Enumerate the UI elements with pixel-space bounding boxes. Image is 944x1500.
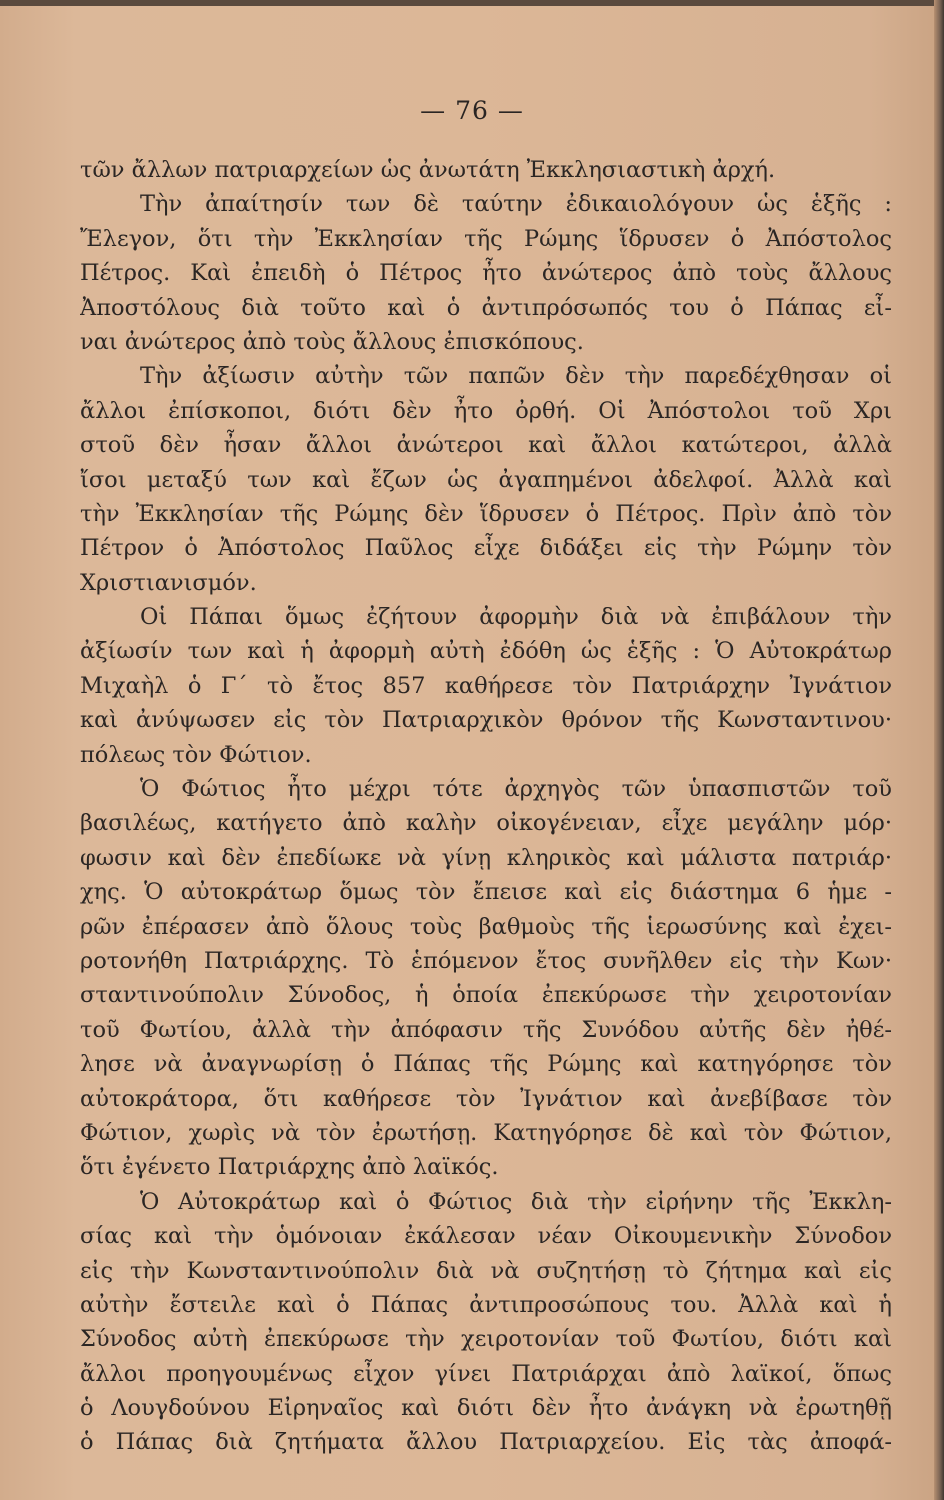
page-binding-shadow [934,0,944,1500]
text-line: ρῶν ἐπέρασεν ἀπὸ ὅλους τοὺς βαθμοὺς τῆς ἱερωσύνης καὶ ἐχει- [80,913,892,940]
text-line: Ὁ Φώτιος ἦτο μέχρι τότε ἀρχηγὸς τῶν ὑπασπιστῶν τοῦ [140,776,892,803]
text-line: καὶ ἀνύψωσεν εἰς τὸν Πατριαρχικὸν θρόνον τῆς Κωνσταντινου· [80,707,892,734]
text-line: λησε νὰ ἀναγνωρίσῃ ὁ Πάπας τῆς Ρώμης καὶ κατηγόρησε τὸν [80,1051,892,1078]
text-line: Ἔλεγον, ὅτι τὴν Ἐκκλησίαν τῆς Ρώμης ἵδρυσεν ὁ Ἀπόστολος [80,225,892,252]
text-line: βασιλέως, κατήγετο ἀπὸ καλὴν οἰκογένειαν, εἶχε μεγάλην μόρ· [80,810,892,837]
text-line: αὐτὴν ἔστειλε καὶ ὁ Πάπας ἀντιπροσώπους του. Ἀλλὰ καὶ ἡ [80,1291,892,1318]
page-top-edge [0,0,944,6]
text-line: Τὴν ἀξίωσιν αὐτὴν τῶν παπῶν δὲν τὴν παρεδέχθησαν οἱ [140,363,892,390]
text-line: ροτονήθη Πατριάρχης. Τὸ ἑπόμενον ἔτος συνῆλθεν εἰς τὴν Κων· [80,947,892,974]
text-line: ἄλλοι προηγουμένως εἶχον γίνει Πατριάρχαι ἀπὸ λαϊκοί, ὅπως [80,1360,892,1387]
text-line: Φώτιον, χωρὶς νὰ τὸν ἐρωτήσῃ. Κατηγόρησε δὲ καὶ τὸν Φώτιον, [80,1119,892,1146]
text-line: Οἱ Πάπαι ὅμως ἐζήτουν ἀφορμὴν διὰ νὰ ἐπιβάλουν τὴν [140,604,892,631]
text-line: τὴν Ἐκκλησίαν τῆς Ρώμης δὲν ἵδρυσεν ὁ Πέτρος. Πρὶν ἀπὸ τὸν [80,500,892,527]
text-line: στοῦ δὲν ἦσαν ἄλλοι ἀνώτεροι καὶ ἄλλοι κατώτεροι, ἀλλὰ [80,432,892,459]
text-line: πόλεως τὸν Φώτιον. [80,741,312,768]
text-line: Πέτρον ὁ Ἀπόστολος Παῦλος εἶχε διδάξει εἰς τὴν Ρώμην τὸν [80,535,892,562]
text-line: Πέτρος. Καὶ ἐπειδὴ ὁ Πέτρος ἦτο ἀνώτερος ἀπὸ τοὺς ἄλλους [80,260,892,287]
text-line: ἄλλοι ἐπίσκοποι, διότι δὲν ἦτο ὀρθή. Οἱ Ἀπόστολοι τοῦ Χρι [80,397,892,424]
text-line: σταντινούπολιν Σύνοδος, ἡ ὁποία ἐπεκύρωσε τὴν χειροτονίαν [80,982,892,1009]
text-line: εἰς τὴν Κωνσταντινούπολιν διὰ νὰ συζητήσῃ τὸ ζήτημα καὶ εἰς [80,1257,892,1284]
text-line: Τὴν ἀπαίτησίν των δὲ ταύτην ἐδικαιολόγουν ὡς ἑξῆς : [140,191,892,218]
text-line: ὁ Λουγδούνου Εἰρηναῖος καὶ διότι δὲν ἦτο ἀνάγκη νὰ ἐρωτηθῇ [80,1395,892,1422]
text-line: αὐτοκράτορα, ὅτι καθήρεσε τὸν Ἰγνάτιον καὶ ἀνεβίβασε τὸν [80,1085,892,1112]
text-line: Μιχαὴλ ὁ Γ΄ τὸ ἔτος 857 καθήρεσε τὸν Πατριάρχην Ἰγνάτιον [80,672,892,699]
text-line: φωσιν καὶ δὲν ἐπεδίωκε νὰ γίνῃ κληρικὸς καὶ μάλιστα πατριάρ· [80,844,892,871]
text-line: ὅτι ἐγένετο Πατριάρχης ἀπὸ λαϊκός. [80,1154,499,1181]
text-line: Ἀποστόλους διὰ τοῦτο καὶ ὁ ἀντιπρόσωπός του ὁ Πάπας εἶ- [80,294,892,321]
text-line: τοῦ Φωτίου, ἀλλὰ τὴν ἀπόφασιν τῆς Συνόδου αὐτῆς δὲν ἠθέ- [80,1016,892,1043]
page-number: — 76 — [420,96,524,125]
body-text [80,153,892,1460]
text-line: ὁ Πάπας διὰ ζητήματα ἄλλου Πατριαρχείου. Εἰς τὰς ἀποφά- [80,1429,892,1456]
text-line: τῶν ἄλλων πατριαρχείων ὡς ἀνωτάτη Ἐκκλησιαστικὴ ἀρχή. [80,157,776,183]
text-line: ἴσοι μεταξύ των καὶ ἔζων ὡς ἀγαπημένοι ἀδελφοί. Ἀλλὰ καὶ [80,466,892,493]
text-line: Σύνοδος αὐτὴ ἐπεκύρωσε τὴν χειροτονίαν τοῦ Φωτίου, διότι καὶ [80,1326,892,1353]
text-line: ναι ἀνώτερος ἀπὸ τοὺς ἄλλους ἐπισκόπους. [80,328,584,355]
text-line: Χριστιανισμόν. [80,569,257,596]
text-line: Ὁ Αὐτοκράτωρ καὶ ὁ Φώτιος διὰ τὴν εἰρήνην τῆς Ἐκκλη- [140,1188,892,1215]
text-line: ἀξίωσίν των καὶ ἡ ἀφορμὴ αὐτὴ ἐδόθη ὡς ἑξῆς : Ὁ Αὐτοκράτωρ [80,638,892,665]
text-line: χης. Ὁ αὐτοκράτωρ ὅμως τὸν ἔπεισε καὶ εἰς διάστημα 6 ἡμε - [80,879,892,906]
text-line: σίας καὶ τὴν ὁμόνοιαν ἐκάλεσαν νέαν Οἰκουμενικὴν Σύνοδον [80,1223,892,1250]
